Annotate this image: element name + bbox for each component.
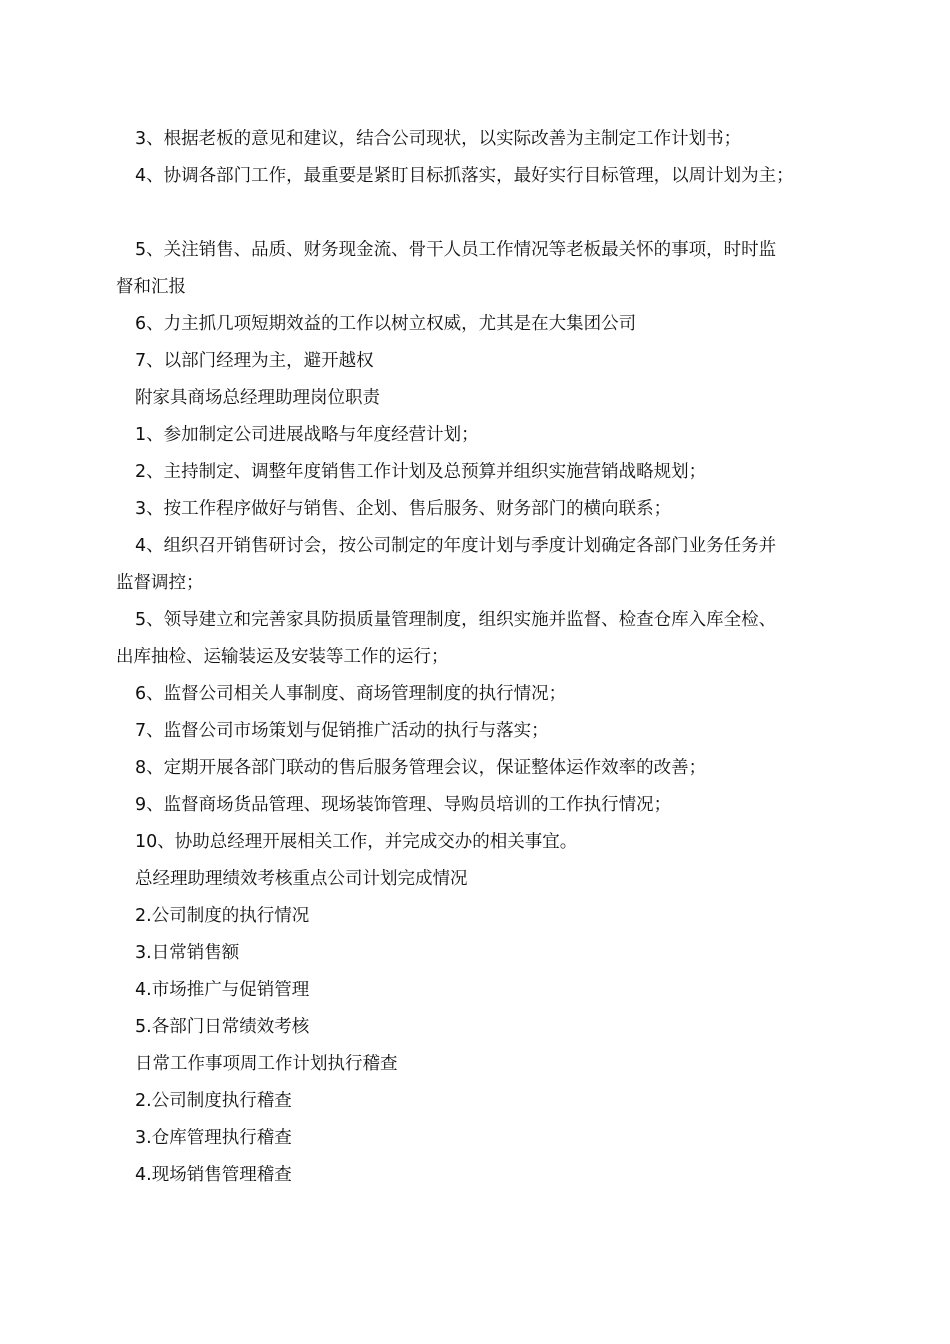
paragraph-line: 3.仓库管理执行稽查 xyxy=(135,1128,292,1148)
paragraph-line: 2、主持制定、调整年度销售工作计划及总预算并组织实施营销战略规划； xyxy=(135,462,707,482)
section-heading-responsibilities xyxy=(116,380,846,417)
paragraph-line: 总经理助理绩效考核重点公司计划完成情况 xyxy=(135,869,468,889)
paragraph-line: 3、按工作程序做好与销售、企划、售后服务、财务部门的横向联系； xyxy=(135,499,672,519)
paragraph-15 xyxy=(116,787,846,824)
paragraph-5 xyxy=(116,343,846,380)
paragraph-line: 7、以部门经理为主，避开越权 xyxy=(135,351,374,371)
section-heading-performance xyxy=(116,861,846,898)
paragraph-16 xyxy=(116,824,846,861)
paragraph-line: 出库抽检、运输装运及安装等工作的运行； xyxy=(116,647,449,667)
paragraph-line: 2.公司制度的执行情况 xyxy=(135,906,310,926)
paragraph-line: 2.公司制度执行稽查 xyxy=(135,1091,292,1111)
section-heading-daily-work xyxy=(116,1046,846,1083)
list-item xyxy=(116,1083,846,1120)
paragraph-4 xyxy=(116,306,846,343)
paragraph-line: 6、监督公司相关人事制度、商场管理制度的执行情况； xyxy=(135,684,567,704)
paragraph-line: 附家具商场总经理助理岗位职责 xyxy=(135,388,380,408)
paragraph-line: 10、协助总经理开展相关工作，并完成交办的相关事宜。 xyxy=(135,832,578,852)
paragraph-line: 7、监督公司市场策划与促销推广活动的执行与落实； xyxy=(135,721,549,741)
list-item xyxy=(116,1120,846,1157)
paragraph-line: 8、定期开展各部门联动的售后服务管理会议，保证整体运作效率的改善； xyxy=(135,758,707,778)
list-item xyxy=(116,972,846,1009)
paragraph-2 xyxy=(116,158,846,195)
paragraph-line: 监督调控； xyxy=(116,573,204,593)
paragraph-line: 5、领导建立和完善家具防损质量管理制度，组织实施并监督、检查仓库入库全检、 xyxy=(135,610,777,630)
paragraph-line: 3、根据老板的意见和建议，结合公司现状，以实际改善为主制定工作计划书； xyxy=(135,129,742,149)
paragraph-7 xyxy=(116,417,846,454)
document-body xyxy=(116,121,846,1194)
paragraph-line: 3.日常销售额 xyxy=(135,943,240,963)
paragraph-line: 4.市场推广与促销管理 xyxy=(135,980,310,1000)
paragraph-12 xyxy=(116,676,846,713)
paragraph-line: 4.现场销售管理稽查 xyxy=(135,1165,292,1185)
paragraph-10 xyxy=(116,528,846,602)
paragraph-line: 督和汇报 xyxy=(116,277,186,297)
paragraph-11 xyxy=(116,602,846,676)
paragraph-line: 日常工作事项周工作计划执行稽查 xyxy=(135,1054,398,1074)
list-item xyxy=(116,898,846,935)
paragraph-line: 1、参加制定公司进展战略与年度经营计划； xyxy=(135,425,479,445)
paragraph-line: 6、力主抓几项短期效益的工作以树立权威，尤其是在大集团公司 xyxy=(135,314,637,334)
paragraph-gap xyxy=(116,195,846,232)
paragraph-line: 4、组织召开销售研讨会，按公司制定的年度计划与季度计划确定各部门业务任务并 xyxy=(135,536,777,556)
paragraph-13 xyxy=(116,713,846,750)
paragraph-14 xyxy=(116,750,846,787)
paragraph-3 xyxy=(116,232,846,306)
paragraph-line: 5、关注销售、品质、财务现金流、骨干人员工作情况等老板最关怀的事项，时时监 xyxy=(135,240,777,260)
paragraph-1 xyxy=(116,121,846,158)
list-item xyxy=(116,935,846,972)
paragraph-9 xyxy=(116,491,846,528)
paragraph-line: 9、监督商场货品管理、现场装饰管理、导购员培训的工作执行情况； xyxy=(135,795,672,815)
paragraph-line: 5.各部门日常绩效考核 xyxy=(135,1017,310,1037)
paragraph-line: 4、协调各部门工作，最重要是紧盯目标抓落实，最好实行目标管理，以周计划为主； xyxy=(135,166,794,186)
list-item xyxy=(116,1009,846,1046)
paragraph-8 xyxy=(116,454,846,491)
list-item xyxy=(116,1157,846,1194)
